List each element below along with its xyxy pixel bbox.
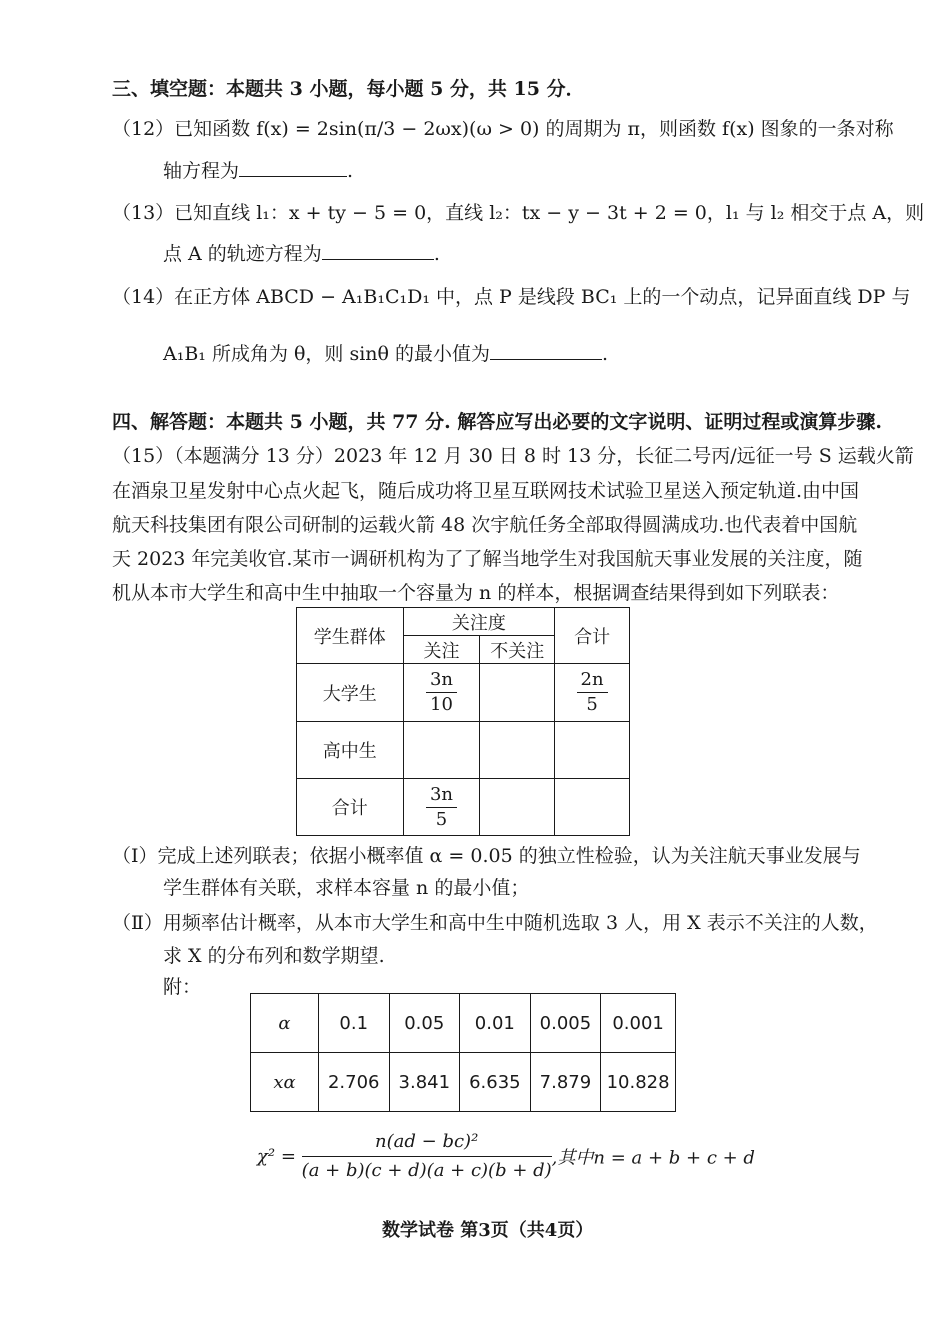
cell-total-no [480,779,555,836]
section3-heading: 三、填空题：本题共 3 小题，每小题 5 分，共 15 分． [112,78,585,100]
q15-line5: 机从本市大学生和高中生中抽取一个容量为 n 的样本，根据调查结果得到如下列联表： [112,582,840,604]
q12-line2: 轴方程为 . [163,160,354,182]
cell-university-yes: $\frac{3n}{10}$ [403,664,480,722]
alpha-value: 0.05 [389,994,460,1053]
formula-fraction: $\frac{\text{n(ad − bc)²}}{(a + b)(c + d)(a + c)(b + d)}$ [301,1131,552,1181]
q12-line2-text: 轴方程为 [163,160,240,182]
part2-line1: （Ⅱ）用频率估计概率，从本市大学生和高中生中随机选取 3 人，用 X 表示不关注的人数， [112,912,878,934]
critical-value: 10.828 [601,1053,676,1112]
part2-line2: 求 X 的分布列和数学期望. [163,945,385,967]
formula-tail: ,其中n = a + b + c + d [551,1147,755,1169]
q12-answer-blank [239,158,347,177]
q15-line3: 航天科技集团有限公司研制的运载火箭 48 次宇航任务全部取得圆满成功.也代表着中国航 [112,514,858,536]
q15-line2: 在酒泉卫星发射中心点火起飞，随后成功将卫星互联网技术试验卫星送入预定轨道.由中国 [112,480,860,502]
header-total: 合计 [555,608,630,664]
section4-heading: 四、解答题：本题共 5 小题，共 77 分. 解答应写出必要的文字说明、证明过程或演算步骤. [112,411,882,433]
header-group: 学生群体 [297,608,404,664]
part1-line1: （Ⅰ）完成上述列联表；依据小概率值 α = 0.05 的独立性检验，认为关注航天事业发展与 [112,845,861,867]
q12-line1: （12）已知函数 f(x) = 2sin(π/3 − 2ωx)(ω > 0) 的周期为 π，则函数 f(x) 图象的一条对称 [112,118,894,140]
contingency-table [296,607,630,836]
formula-lhs: χ² = [257,1146,296,1167]
q13-line2-text: 点 A 的轨迹方程为 [163,243,322,265]
q13-answer-blank [322,241,434,260]
q14-line2: A₁B₁ 所成角为 θ，则 sinθ 的最小值为 . [163,343,609,365]
header-attention: 关注度 [403,608,555,636]
alpha-value: 0.01 [460,994,531,1053]
cell-highschool-yes [403,722,480,779]
page-footer: 数学试卷 第3页（共4页） [382,1220,594,1241]
chi-square-formula [257,1130,755,1183]
q14-line2-text: A₁B₁ 所成角为 θ，则 sinθ 的最小值为 [163,343,491,365]
cell-university-no [480,664,555,722]
cell-total-total [555,779,630,836]
part1-line2: 学生群体有关联，求样本容量 n 的最小值； [163,877,530,899]
critical-value: 6.635 [460,1053,531,1112]
critical-value: 2.706 [318,1053,389,1112]
critical-value: 3.841 [389,1053,460,1112]
q13-line2: 点 A 的轨迹方程为 . [163,243,440,265]
row-total: 合计 [297,779,404,836]
cell-total-yes: $\frac{3n}{5}$ [403,779,480,836]
alpha-value: 0.001 [601,994,676,1053]
cell-university-total: $\frac{2n}{5}$ [555,664,630,722]
header-yes: 关注 [403,636,480,664]
q15-line4: 天 2023 年完美收官.某市一调研机构为了了解当地学生对我国航天事业发展的关注度，随 [112,548,863,570]
critical-value-table [250,993,676,1112]
q13-line1: （13）已知直线 l₁：x + ty − 5 = 0，直线 l₂：tx − y − 3t + 2 = 0，l₁ 与 l₂ 相交于点 A，则 [112,202,925,224]
alpha-value: 0.005 [530,994,601,1053]
alpha-label: α [251,994,319,1053]
x-alpha-label: xα [251,1053,319,1112]
appendix-label: 附： [163,976,202,998]
critical-value: 7.879 [530,1053,601,1112]
q15-line1: （15）（本题满分 13 分）2023 年 12 月 30 日 8 时 13 分，长征二号丙/远征一号 S 运载火箭 [112,445,914,467]
q14-answer-blank [490,341,602,360]
header-no: 不关注 [480,636,555,664]
row-university: 大学生 [297,664,404,722]
alpha-value: 0.1 [318,994,389,1053]
row-highschool: 高中生 [297,722,404,779]
cell-highschool-no [480,722,555,779]
cell-highschool-total [555,722,630,779]
q14-line1: （14）在正方体 ABCD − A₁B₁C₁D₁ 中，点 P 是线段 BC₁ 上的一个动点，记异面直线 DP 与 [112,286,911,308]
